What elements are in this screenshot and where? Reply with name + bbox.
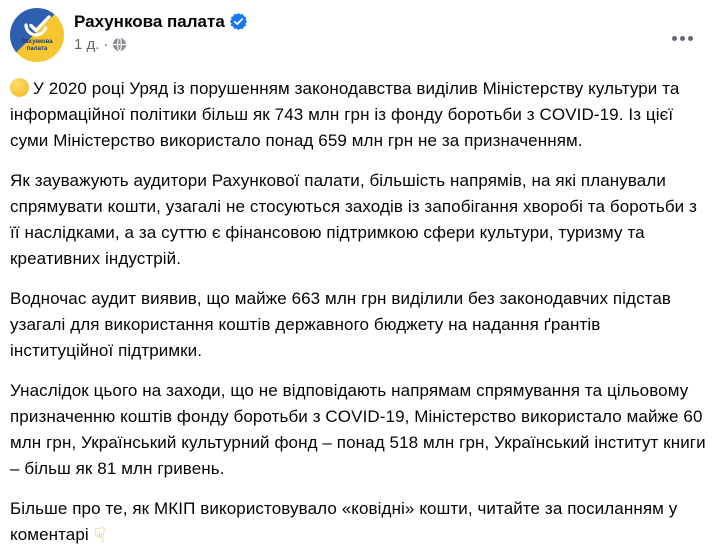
header-text-block xyxy=(74,8,708,53)
post-paragraph: Унаслідок цього на заходи, що не відповідають напрямам спрямування та цільовому призначенню коштів фонду боротьби з COVID-19, Міністерство використало майже 60 млн грн, Український культурний фонд – понад 518 млн грн, Український інститут книги – більш як 81 млн гривень. xyxy=(10,381,706,478)
avatar-logo-check-icon xyxy=(23,15,51,39)
pointing-down-emoji: ☟ xyxy=(93,523,106,547)
post-paragraph xyxy=(10,496,708,548)
meta-separator: · xyxy=(103,36,109,53)
timestamp[interactable]: 1 д. xyxy=(74,36,100,53)
page-name[interactable]: Рахункова палата xyxy=(74,12,225,31)
post-paragraph xyxy=(10,76,708,154)
avatar-logo-text: Рахункова палата xyxy=(21,39,53,52)
post-paragraph: Водночас аудит виявив, що майже 663 млн грн виділили без законодавчих підстав узагалі для використання коштів державного бюджету на надання ґрантів інституційної підтримки. xyxy=(10,289,672,360)
more-options-button[interactable] xyxy=(666,22,698,54)
paragraph-text: Більше про те, як МКІП використовувало «ковідні» кошти, читайте за посиланням у коментарі xyxy=(10,499,678,544)
dot-icon xyxy=(688,36,693,41)
page-avatar[interactable] xyxy=(10,8,64,62)
post-header xyxy=(10,8,708,62)
verified-badge-icon xyxy=(230,13,247,30)
dot-icon xyxy=(680,36,685,41)
paragraph-text: У 2020 році Уряд із порушенням законодавства виділив Міністерству культури та інформаційної політики більш як 743 млн грн із фонду боротьби з COVID-19. Із цієї суми Міністерство використало понад 659 млн грн не за призначенням. xyxy=(10,79,680,150)
globe-icon xyxy=(112,37,127,52)
yellow-circle-emoji xyxy=(10,78,29,97)
dot-icon xyxy=(672,36,677,41)
post-body xyxy=(10,76,708,548)
post-paragraph: Як зауважують аудитори Рахункової палати, більшість напрямів, на які планували спрямувати кошти, узагалі не стосуються заходів із запобігання хворобі та боротьби з її наслідками, а за суттю є фінансовою підтримкою сфери культури, туризму та креативних індустрій. xyxy=(10,171,697,268)
